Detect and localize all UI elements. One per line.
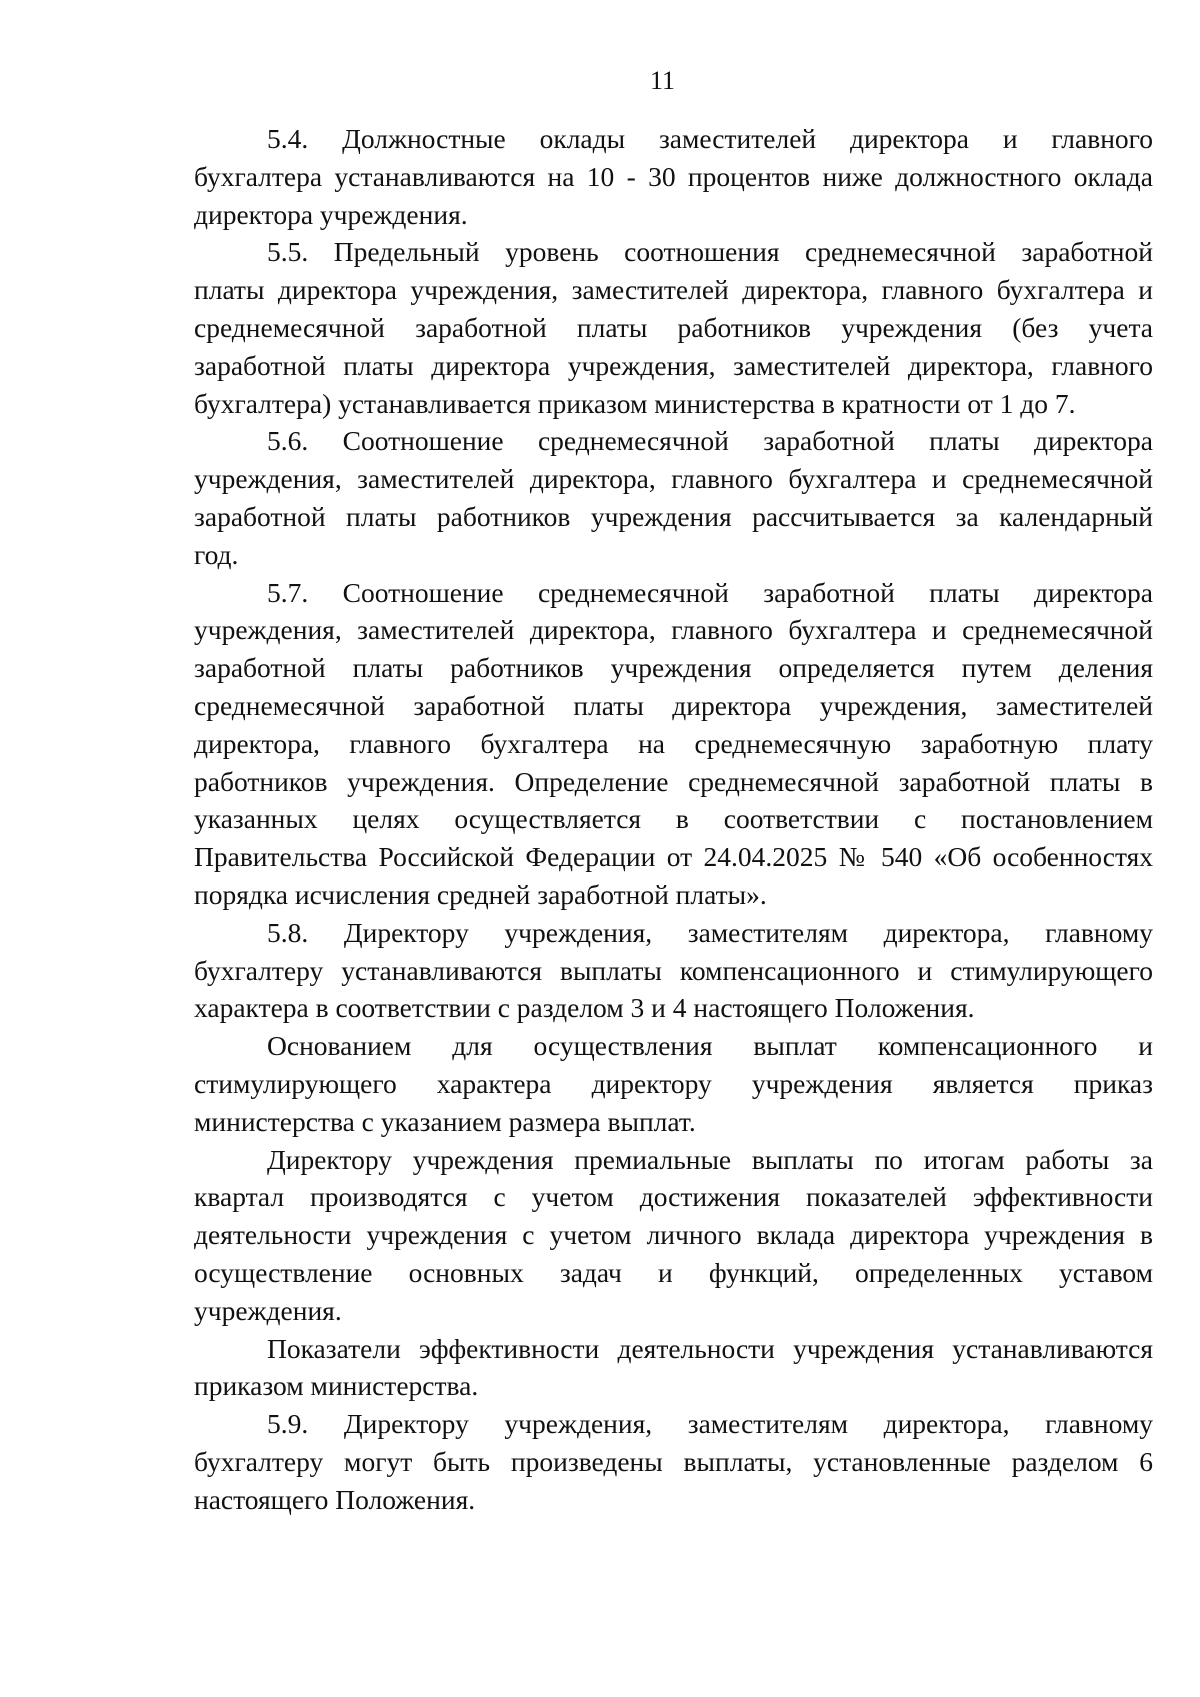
text-line: характера в соответствии с разделом 3 и 4 настоящего Положения.	[194, 992, 975, 1024]
text-line: учреждения, заместителей директора, главного бухгалтера и среднемесячной	[194, 463, 1153, 495]
paragraph	[194, 1330, 1153, 1406]
text-line: осуществление основных задач и функций, определенных уставом	[194, 1256, 1153, 1288]
text-line: работников учреждения. Определение среднемесячной заработной платы в	[194, 765, 1153, 797]
paragraph	[194, 914, 1153, 1027]
text-line: 5.4. Должностные оклады заместителей директора и главного	[267, 123, 1153, 154]
text-line: стимулирующего характера директору учреждения является приказ	[194, 1067, 1153, 1099]
text-line: учреждения.	[194, 1294, 342, 1326]
text-line: настоящего Положения.	[194, 1483, 476, 1515]
text-line: заработной платы работников учреждения определяется путем деления	[194, 652, 1153, 684]
text-line: бухгалтера) устанавливается приказом министерства в кратности от 1 до 7.	[194, 387, 1076, 419]
text-line: Правительства Российской Федерации от 24.04.2025 № 540 «Об особенностях	[194, 841, 1153, 873]
document-body	[194, 120, 1153, 1518]
text-line: среднемесячной заработной платы работников учреждения (без учета	[194, 311, 1153, 343]
text-line: 5.7. Соотношение среднемесячной заработной платы директора	[267, 576, 1153, 608]
paragraph	[194, 1141, 1153, 1330]
text-line: 5.9. Директору учреждения, заместителям директора, главному	[267, 1408, 1153, 1440]
text-line: деятельности учреждения с учетом личного вклада директора учреждения в	[194, 1219, 1153, 1251]
paragraph	[194, 233, 1153, 422]
text-line: министерства с указанием размера выплат.	[194, 1105, 696, 1137]
text-line: бухгалтера устанавливаются на 10 - 30 процентов ниже должностного оклада	[194, 160, 1153, 192]
paragraph	[194, 574, 1153, 914]
paragraph	[194, 1027, 1153, 1140]
text-line: учреждения, заместителей директора, главного бухгалтера и среднемесячной	[194, 614, 1153, 646]
text-line: директора, главного бухгалтера на среднемесячную заработную плату	[194, 727, 1153, 759]
text-line: среднемесячной заработной платы директора учреждения, заместителей	[194, 689, 1153, 721]
paragraph	[194, 120, 1153, 233]
text-line: 5.6. Соотношение среднемесячной заработной платы директора	[267, 425, 1153, 457]
text-line: квартал производятся с учетом достижения показателей эффективности	[194, 1181, 1153, 1213]
text-line: заработной платы директора учреждения, заместителей директора, главного	[194, 349, 1153, 381]
text-line: бухгалтеру могут быть произведены выплаты, установленные разделом 6	[194, 1445, 1153, 1477]
text-line: год.	[194, 538, 239, 570]
text-line: Основанием для осуществления выплат компенсационного и	[267, 1030, 1153, 1062]
text-line: Показатели эффективности деятельности учреждения устанавливаются	[267, 1332, 1153, 1364]
text-line: приказом министерства.	[194, 1370, 479, 1402]
text-line: директора учреждения.	[194, 198, 468, 230]
paragraph	[194, 422, 1153, 573]
text-line: бухгалтеру устанавливаются выплаты компенсационного и стимулирующего	[194, 954, 1153, 986]
page-number: 11	[649, 66, 676, 95]
text-line: платы директора учреждения, заместителей директора, главного бухгалтера и	[194, 274, 1153, 306]
text-line: порядка исчисления средней заработной платы».	[194, 878, 767, 910]
text-line: заработной платы работников учреждения рассчитывается за календарный	[194, 500, 1153, 532]
text-line: Директору учреждения премиальные выплаты по итогам работы за	[267, 1143, 1153, 1175]
text-line: 5.8. Директору учреждения, заместителям директора, главному	[267, 916, 1153, 948]
text-line: указанных целях осуществляется в соответствии с постановлением	[194, 803, 1153, 835]
text-line: 5.5. Предельный уровень соотношения среднемесячной заработной	[267, 236, 1153, 268]
paragraph	[194, 1405, 1153, 1518]
